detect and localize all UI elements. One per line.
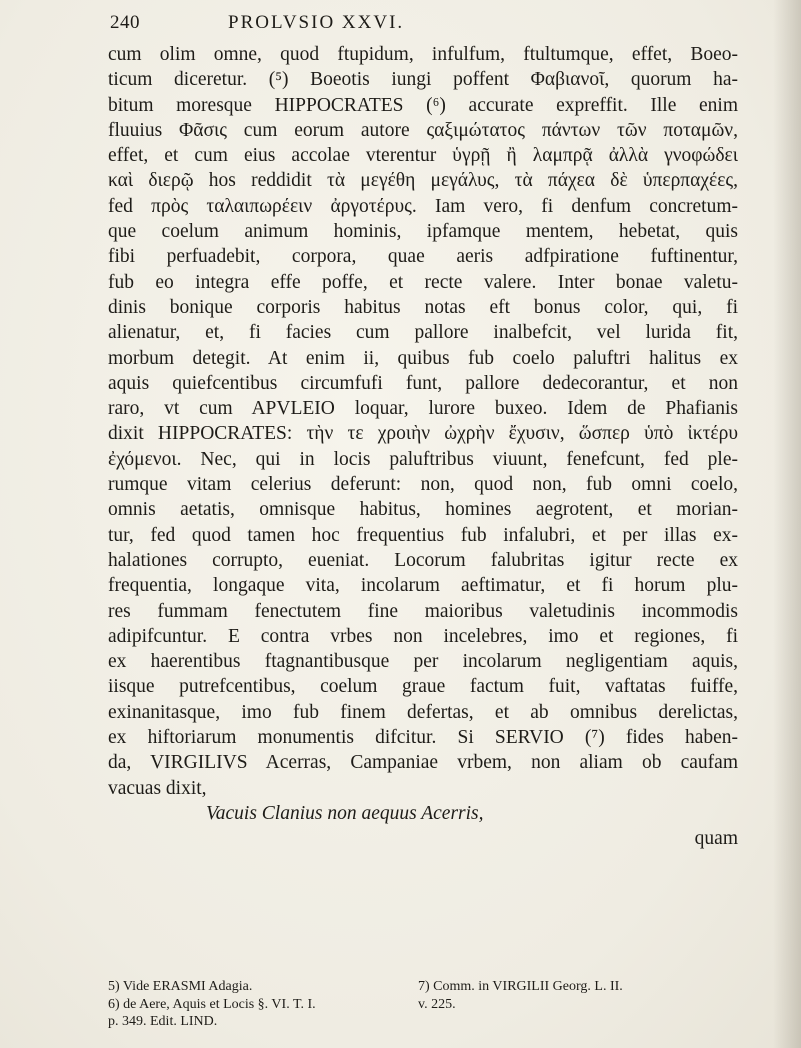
page-number: 240 [110,12,140,33]
text-line: halationes corrupto, eueniat. Locorum falubritas igitur recte ex [108,549,738,571]
text-line: omnis aetatis, omnisque habitus, homines aegrotent, et morian- [108,499,738,521]
text-line: ἐχόμενοι. Nec, qui in locis paluftribus viuunt, fenefcunt, fed ple- [108,448,738,470]
text-line: dixit HIPPOCRATES: τὴν τε χροιὴν ὠχρὴν ἔχυσιν, ὥσπερ ὑπὸ ἰκτέρυ [108,423,738,445]
text-line: morbum detegit. At enim ii, quibus fub coelo paluftri halitus ex [108,347,738,369]
text-line: fed πρὸς ταλαιπωρέειν ἀργοτέρυς. Iam vero, fi denfum concretum- [108,195,738,217]
text-line: da, VIRGILIVS Acerras, Campaniae vrbem, non aliam ob caufam [108,752,738,774]
text-line: ex haerentibus ftagnantibusque per incolarum negligentiam aquis, [108,651,738,673]
footnotes [108,978,738,1031]
text-line: rumque vitam celerius deferunt: non, quod non, fub omni coelo, [108,474,738,496]
text-line: tur, fed quod tamen hoc frequentius fub infalubri, et per illas ex- [108,524,738,546]
text-line: fub eo integra effe poffe, et recte valere. Inter bonae valetu- [108,271,738,293]
footnote-row [108,1013,738,1031]
text-line: fluuius Φᾶσις cum eorum autore ςαξιμώτατος πάντων τῶν ποταμῶν, [108,119,738,141]
footnote-row [108,996,738,1014]
text-line: alienatur, et, fi facies cum pallore inalbefcit, vel lurida fit, [108,322,738,344]
text-line: bitum moresque HIPPOCRATES (⁶) accurate expreffit. Ille enim [108,94,738,116]
footnote-6: 6) de Aere, Aquis et Locis §. VI. T. I. [108,996,316,1012]
text-line: aquis quiefcentibus circumfufi funt, pallore dedecorantur, et non [108,372,738,394]
text-line: exinanitasque, imo fub finem defertas, et ab omnibus derelictas, [108,701,738,723]
text-line: frequentia, longaque vita, incolarum aeftimatur, et fi horum plu- [108,575,738,597]
text-line: res fummam fenectutem fine maioribus valetudinis incommodis [108,600,738,622]
text-line: iisque putrefcentibus, coelum graue factum fuit, vaftatas fuiffe, [108,676,738,698]
text-line: ticum diceretur. (⁵) Boeotis iungi poffent Φαβιανοῖ, quorum ha- [108,69,738,91]
body-text [108,42,738,852]
page-edge-shadow [773,0,801,1048]
text-line: ex hiftoriarum monumentis difcitur. Si SERVIO (⁷) fides haben- [108,727,738,749]
footnote-7-continuation: v. 225. [418,996,456,1012]
text-line: adipifcuntur. E contra vrbes non incelebres, imo et regiones, fi [108,625,738,647]
text-line: cum olim omne, quod ftupidum, infulfum, ftultumque, effet, Boeo- [108,44,738,65]
footnote-row [108,978,738,996]
text-line: que coelum animum hominis, ipfamque mentem, hebetat, quis [108,221,738,243]
text-line: dinis bonique corporis habitus notas eft bonus color, qui, fi [108,296,738,318]
footnote-6-edition: p. 349. Edit. LIND. [108,1014,218,1029]
text-line: vacuas dixit, [108,777,207,799]
footnote-5: 5) Vide ERASMI Adagia. [108,979,253,994]
catchword: quam [694,828,738,850]
verse-quotation: Vacuis Clanius non aequus Acerris, [206,802,484,824]
running-title: PROLVSIO XXVI. [228,12,405,33]
text-line: fibi perfuadebit, corpora, quae aeris adfpiratione fuftinentur, [108,246,738,268]
text-line: καὶ διερῷ hos reddidit τὰ μεγέθη μεγάλυς, τὰ πάχεα δὲ ὑπερπαχέες, [108,170,738,192]
text-line: raro, vt cum APVLEIO loquar, lurore buxeo. Idem de Phafianis [108,398,738,420]
page-header [110,12,710,42]
footnote-7: 7) Comm. in VIRGILII Georg. L. II. [418,979,623,994]
text-line: effet, et cum eius accolae vterentur ὑγρῇ ἢ λαμπρᾷ ἀλλὰ γνοφώδει [108,145,738,167]
